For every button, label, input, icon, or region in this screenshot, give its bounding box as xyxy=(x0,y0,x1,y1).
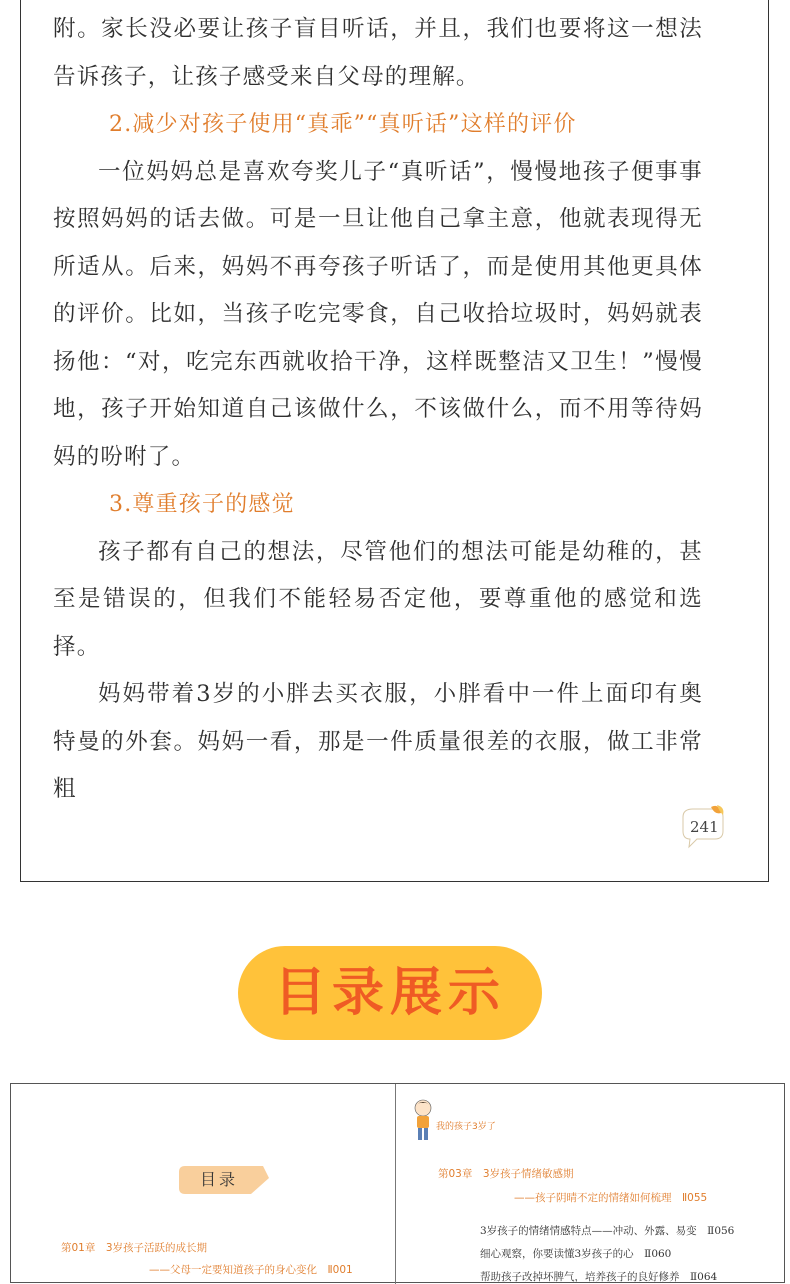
toc-left-page xyxy=(11,1084,395,1284)
header-label: 我的孩子3岁了 xyxy=(436,1122,496,1132)
toc-title: 目录 xyxy=(199,1170,238,1189)
chapter-subtitle: ——父母一定要知道孩子的身心变化 Ⅱ001 xyxy=(149,1264,353,1276)
paragraph: 孩子都有自己的想法，尽管他们的想法可能是幼稚的，甚至是错误的，但我们不能轻易否定他，要尊重他的感觉和选择。 xyxy=(53,538,703,660)
page-number: 241 xyxy=(690,818,719,836)
toc-right-page xyxy=(396,1084,784,1284)
toc-entry: 3岁孩子的情绪情感特点——冲动、外露、易变 Ⅱ056 xyxy=(480,1225,735,1237)
section-heading: 3.尊重孩子的感觉 xyxy=(53,481,703,529)
paragraph: 一位妈妈总是喜欢夸奖儿子“真听话”，慢慢地孩子便事事按照妈妈的话去做。可是一旦让他自己拿主意，他就表现得无所适从。后来，妈妈不再夸孩子听话了，而是使用其他更具体的评价。比如，当孩子吃完零食，自己收拾垃圾时，妈妈就表扬他：“对，吃完东西就收拾干净，这样既整洁又卫生！”慢慢地，孩子开始知道自己该做什么，不该做什么，而不用等待妈妈的吩咐了。 xyxy=(53,158,703,470)
toc-entry: 细心观察，你要读懂3岁孩子的心 Ⅱ060 xyxy=(480,1248,672,1260)
chapter-title: 第01章 3岁孩子活跃的成长期 xyxy=(61,1242,208,1254)
banner-title: 目录展示 xyxy=(273,963,506,1023)
toc-preview xyxy=(10,1083,785,1283)
chapter-title: 第03章 3岁孩子情绪敏感期 xyxy=(438,1168,574,1180)
paragraph: 妈妈带着3岁的小胖去买衣服，小胖看中一件上面印有奥特曼的外套。妈妈一看，那是一件质量很差的衣服，做工非常粗 xyxy=(53,681,703,802)
toc-entry: 帮助孩子改掉坏脾气，培养孩子的良好修养 Ⅱ064 xyxy=(480,1271,718,1283)
boy-illustration-icon xyxy=(412,1098,434,1144)
paragraph: 附。家长没必要让孩子盲目听话，并且，我们也要将这一想法告诉孩子，让孩子感受来自父母的理解。 xyxy=(53,16,703,90)
section-heading: 2.减少对孩子使用“真乖”“真听话”这样的评价 xyxy=(53,101,703,149)
chapter-subtitle: ——孩子阴晴不定的情绪如何梳理 Ⅱ055 xyxy=(514,1192,708,1204)
book-page-body xyxy=(53,6,703,814)
toc-banner xyxy=(238,946,542,1040)
